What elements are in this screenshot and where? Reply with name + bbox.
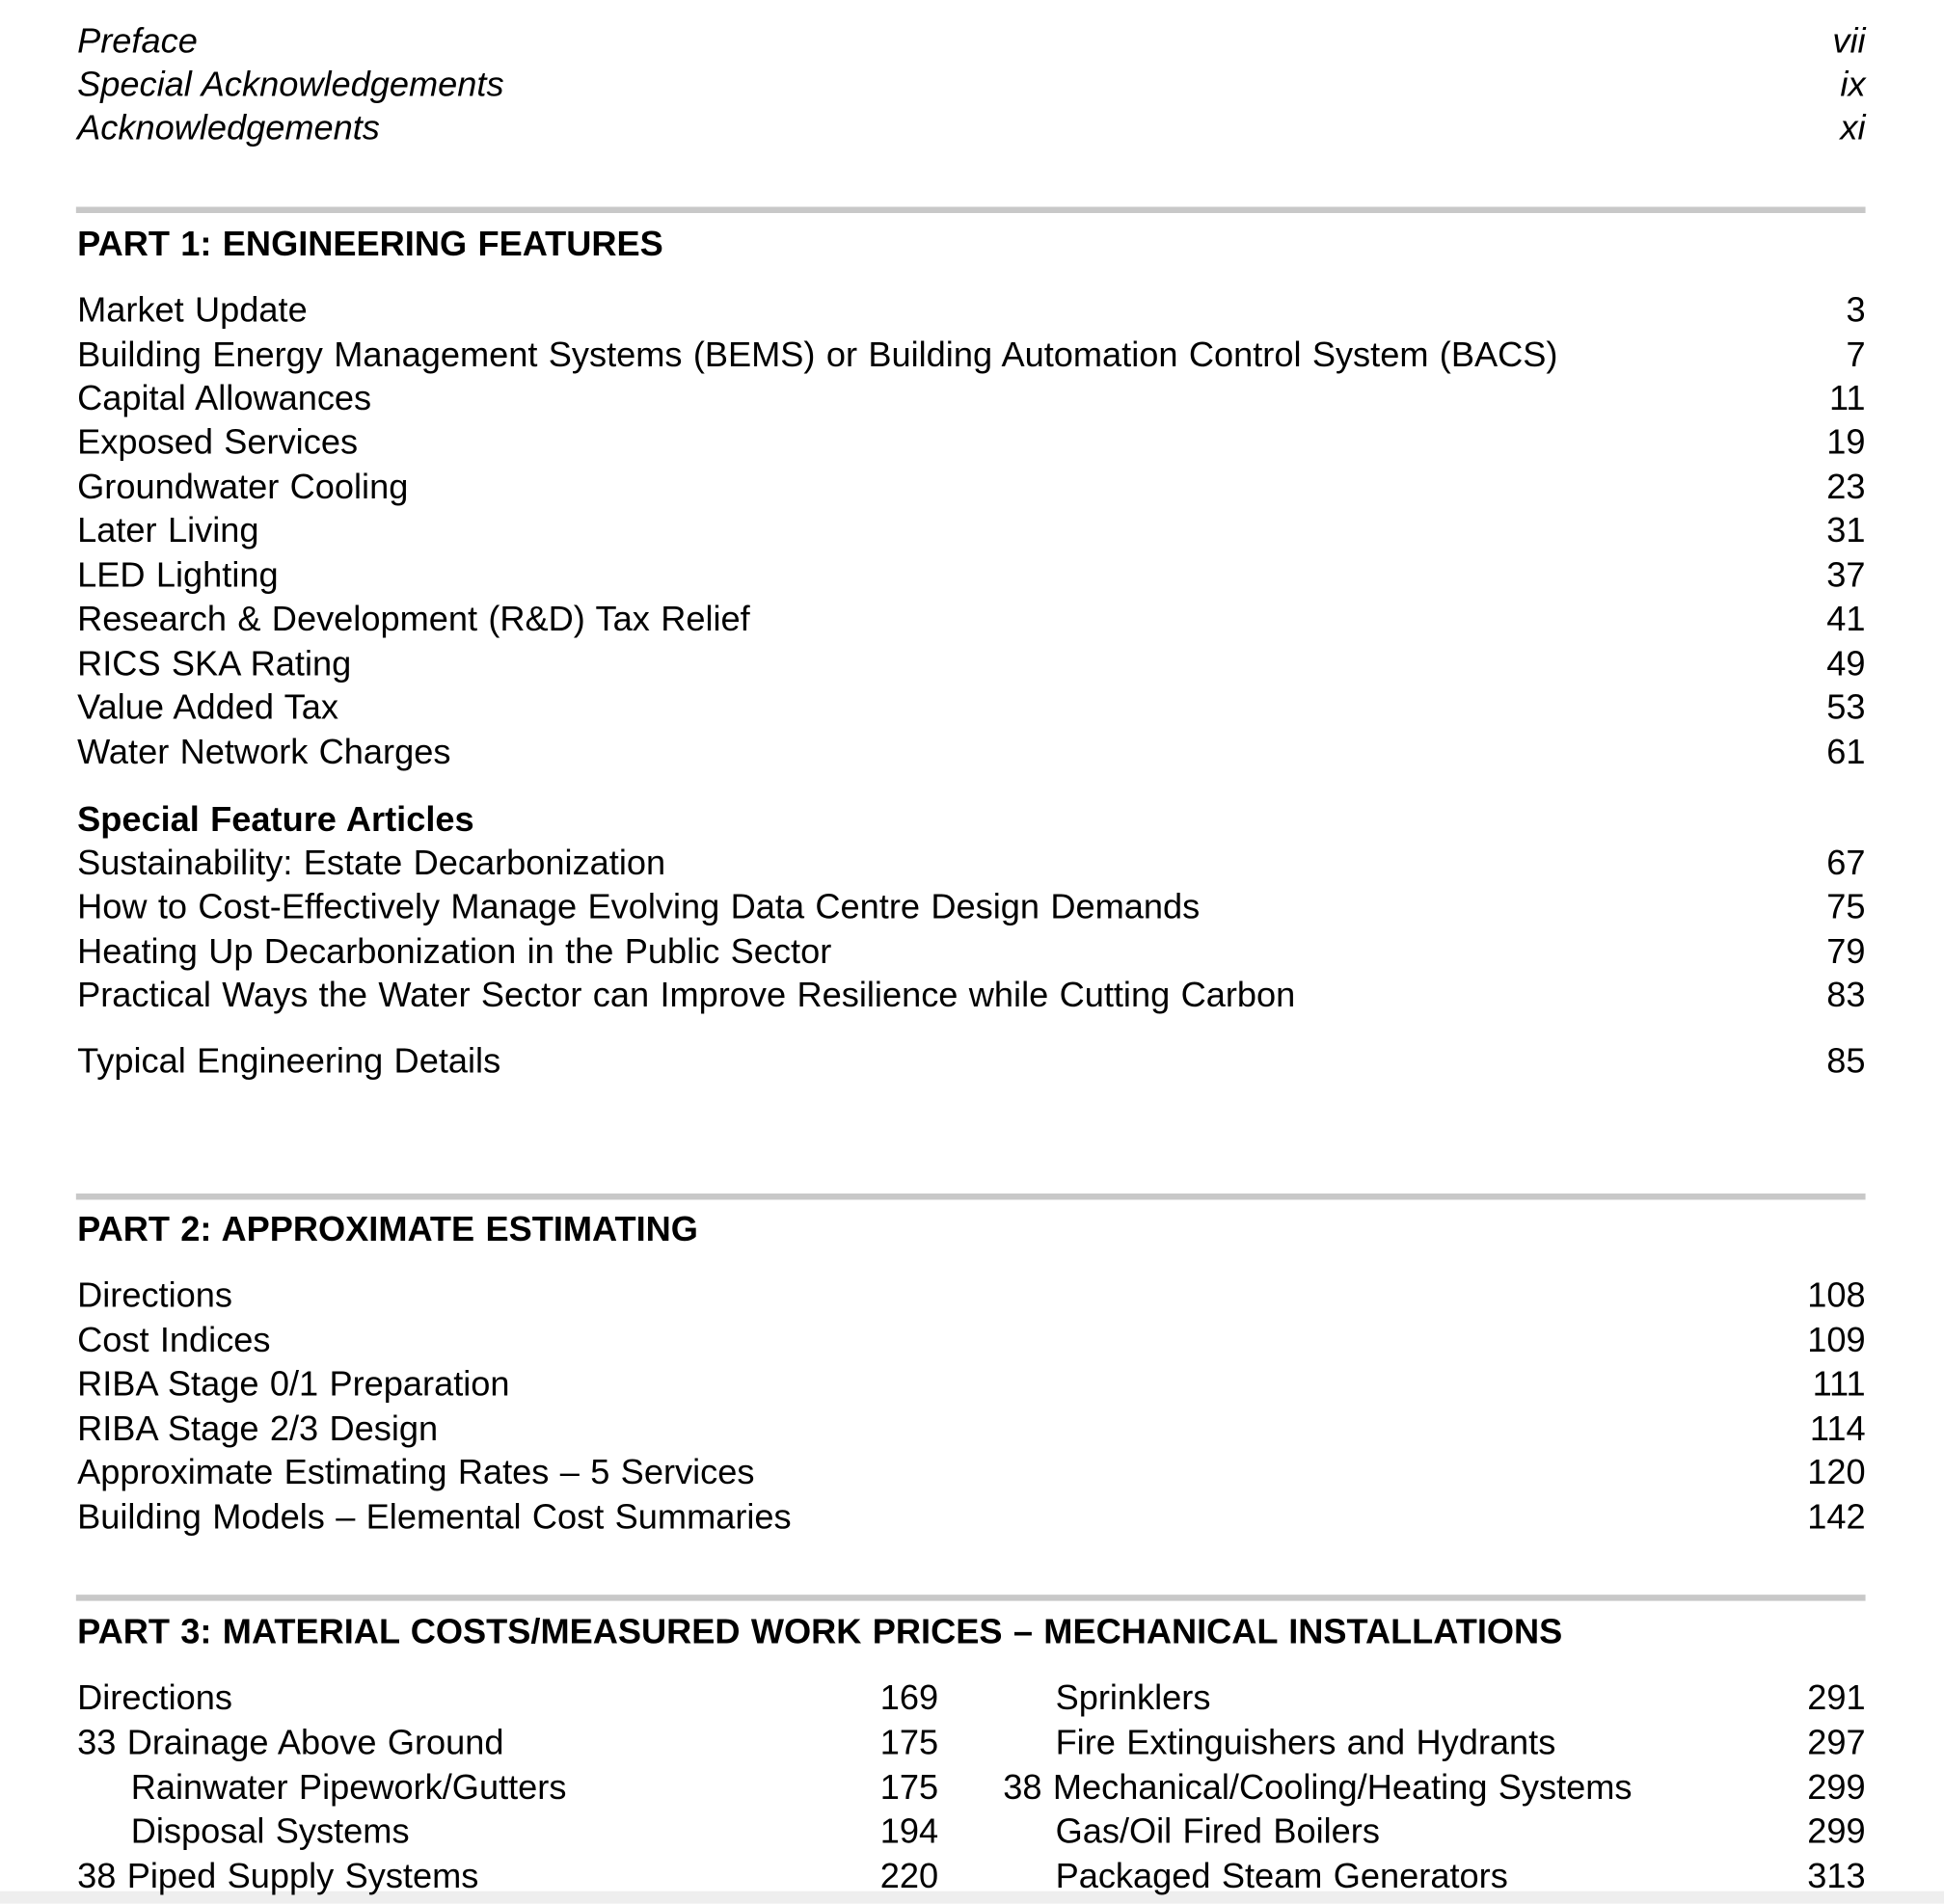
toc-entry-page: 7 (1846, 335, 1866, 374)
part3-heading: PART 3: MATERIAL COSTS/MEASURED WORK PRICES – MECHANICAL INSTALLATIONS (77, 1612, 1563, 1651)
front-matter-entry[interactable] (77, 63, 1865, 108)
toc-entry-page: xi (1840, 108, 1866, 147)
toc-entry[interactable] (77, 597, 1865, 642)
toc-entry-title: Preface (77, 20, 198, 61)
toc-entry-page: 108 (1807, 1275, 1866, 1315)
toc-entry[interactable] (77, 642, 1865, 687)
toc-entry-title: Special Acknowledgements (77, 65, 504, 104)
toc-entry-page: 299 (1807, 1767, 1866, 1807)
toc-entry[interactable] (77, 929, 1865, 975)
toc-entry[interactable] (77, 1274, 1865, 1319)
toc-entry[interactable] (77, 1495, 1865, 1541)
toc-entry[interactable] (1056, 1676, 1866, 1721)
toc-entry-page: 53 (1826, 687, 1866, 727)
toc-entry[interactable] (1056, 1854, 1866, 1899)
toc-entry[interactable] (131, 1809, 938, 1854)
toc-entry-title: Heating Up Decarbonization in the Public Sector (77, 931, 832, 971)
toc-entry-page: 299 (1807, 1811, 1866, 1851)
toc-entry-title: RICS SKA Rating (77, 644, 352, 684)
toc-entry[interactable] (77, 553, 1865, 599)
toc-entry-title: Sprinklers (1055, 1677, 1211, 1717)
toc-entry[interactable] (77, 1407, 1865, 1452)
toc-entry[interactable] (77, 465, 1865, 510)
toc-entry-page: 297 (1807, 1723, 1866, 1762)
front-matter-entry[interactable] (77, 18, 1865, 64)
toc-entry-page: 41 (1826, 599, 1866, 638)
toc-entry-title: Exposed Services (77, 422, 359, 462)
toc-entry[interactable] (77, 333, 1865, 378)
toc-entry-title: RIBA Stage 0/1 Preparation (77, 1364, 510, 1404)
toc-entry-title: Packaged Steam Generators (1055, 1856, 1508, 1895)
toc-entry-title: Practical Ways the Water Sector can Improve Resilience while Cutting Carbon (77, 975, 1296, 1014)
toc-entry-title: Acknowledgements (77, 108, 380, 147)
toc-entry-page: 85 (1826, 1041, 1866, 1081)
toc-entry-page: 79 (1826, 931, 1866, 971)
toc-entry-title: Value Added Tax (77, 687, 338, 727)
toc-entry-page: 142 (1807, 1497, 1866, 1537)
toc-entry-title: Water Network Charges (77, 732, 451, 771)
toc-entry[interactable] (77, 288, 1865, 334)
toc-entry-page: 67 (1826, 843, 1866, 882)
toc-entry-title: RIBA Stage 2/3 Design (77, 1408, 439, 1448)
toc-entry[interactable] (77, 1721, 938, 1766)
toc-entry[interactable] (77, 1854, 938, 1899)
toc-entry-title: Research & Development (R&D) Tax Relief (77, 599, 750, 638)
toc-entry-title: 38 Mechanical/Cooling/Heating Systems (1003, 1767, 1633, 1807)
toc-entry[interactable] (77, 508, 1865, 553)
toc-entry-title: Cost Indices (77, 1320, 271, 1359)
toc-entry-page: 291 (1807, 1677, 1866, 1717)
toc-entry-title: Typical Engineering Details (77, 1041, 501, 1081)
toc-entry[interactable] (77, 1676, 938, 1721)
toc-entry-title: How to Cost-Effectively Manage Evolving Data Centre Design Demands (77, 887, 1201, 926)
toc-entry-page: 114 (1809, 1408, 1866, 1448)
special-feature-heading: Special Feature Articles (77, 799, 474, 839)
toc-entry-page: 194 (879, 1811, 939, 1851)
toc-entry-page: 169 (879, 1677, 939, 1717)
toc-entry-title: Building Energy Management Systems (BEMS) or Building Automation Control System (BACS) (77, 335, 1558, 374)
toc-entry-title: Capital Allowances (77, 378, 372, 417)
toc-entry-page: vii (1832, 20, 1866, 61)
toc-entry-page: 3 (1846, 290, 1866, 330)
toc-entry[interactable] (1056, 1809, 1866, 1854)
toc-entry-page: 175 (879, 1723, 939, 1762)
toc-entry-page: 75 (1826, 887, 1866, 926)
toc-entry-page: ix (1840, 65, 1866, 104)
part1-heading: PART 1: ENGINEERING FEATURES (77, 224, 663, 263)
toc-entry-title: Building Models – Elemental Cost Summaries (77, 1497, 792, 1537)
section-divider (76, 207, 1866, 213)
toc-entry-title: Approximate Estimating Rates – 5 Services (77, 1452, 755, 1491)
toc-entry-title: Sustainability: Estate Decarbonization (77, 843, 666, 882)
toc-entry[interactable] (77, 1318, 1865, 1363)
toc-entry[interactable] (77, 730, 1865, 775)
toc-entry-title: 33 Drainage Above Ground (77, 1723, 504, 1762)
section-divider (76, 1595, 1866, 1600)
toc-entry[interactable] (1056, 1721, 1866, 1766)
toc-entry[interactable] (77, 1039, 1865, 1085)
toc-entry[interactable] (77, 1361, 1865, 1407)
toc-entry-page: 109 (1807, 1320, 1866, 1359)
part2-heading: PART 2: APPROXIMATE ESTIMATING (77, 1209, 698, 1248)
toc-entry-page: 11 (1828, 378, 1866, 417)
toc-entry-page: 37 (1826, 555, 1866, 595)
toc-entry[interactable] (77, 1450, 1865, 1495)
toc-entry-page: 83 (1826, 975, 1866, 1014)
toc-entry[interactable] (77, 376, 1865, 421)
toc-entry-title: Directions (77, 1275, 232, 1315)
toc-entry-title: Fire Extinguishers and Hydrants (1055, 1723, 1556, 1762)
toc-entry-title: Disposal Systems (130, 1811, 410, 1851)
toc-entry[interactable] (77, 973, 1865, 1018)
toc-entry-page: 49 (1826, 644, 1866, 684)
front-matter-entry[interactable] (77, 106, 1865, 151)
toc-entry-title: Groundwater Cooling (77, 467, 409, 506)
toc-entry[interactable] (1003, 1765, 1865, 1810)
toc-entry-page: 220 (879, 1856, 939, 1895)
toc-entry-page: 19 (1826, 422, 1866, 462)
toc-entry-title: Directions (77, 1677, 232, 1717)
toc-entry-page: 23 (1826, 467, 1866, 506)
toc-entry[interactable] (77, 885, 1865, 930)
toc-entry-title: Gas/Oil Fired Boilers (1055, 1811, 1380, 1851)
toc-entry[interactable] (77, 420, 1865, 466)
section-divider (76, 1193, 1866, 1199)
toc-entry[interactable] (77, 841, 1865, 886)
toc-entry-page: 61 (1826, 732, 1866, 771)
toc-entry-page: 31 (1826, 510, 1866, 550)
toc-entry-page: 175 (879, 1767, 939, 1807)
toc-entry-page: 120 (1807, 1452, 1866, 1491)
toc-entry[interactable] (131, 1765, 938, 1810)
toc-entry-page: 313 (1807, 1856, 1866, 1895)
toc-entry-title: Later Living (77, 510, 259, 550)
toc-entry-title: Rainwater Pipework/Gutters (130, 1767, 567, 1807)
toc-entry-page: 111 (1812, 1364, 1866, 1404)
toc-entry-title: LED Lighting (77, 555, 279, 595)
toc-entry[interactable] (77, 685, 1865, 731)
toc-entry-title: Market Update (77, 290, 308, 330)
toc-entry-title: 38 Piped Supply Systems (77, 1856, 479, 1895)
